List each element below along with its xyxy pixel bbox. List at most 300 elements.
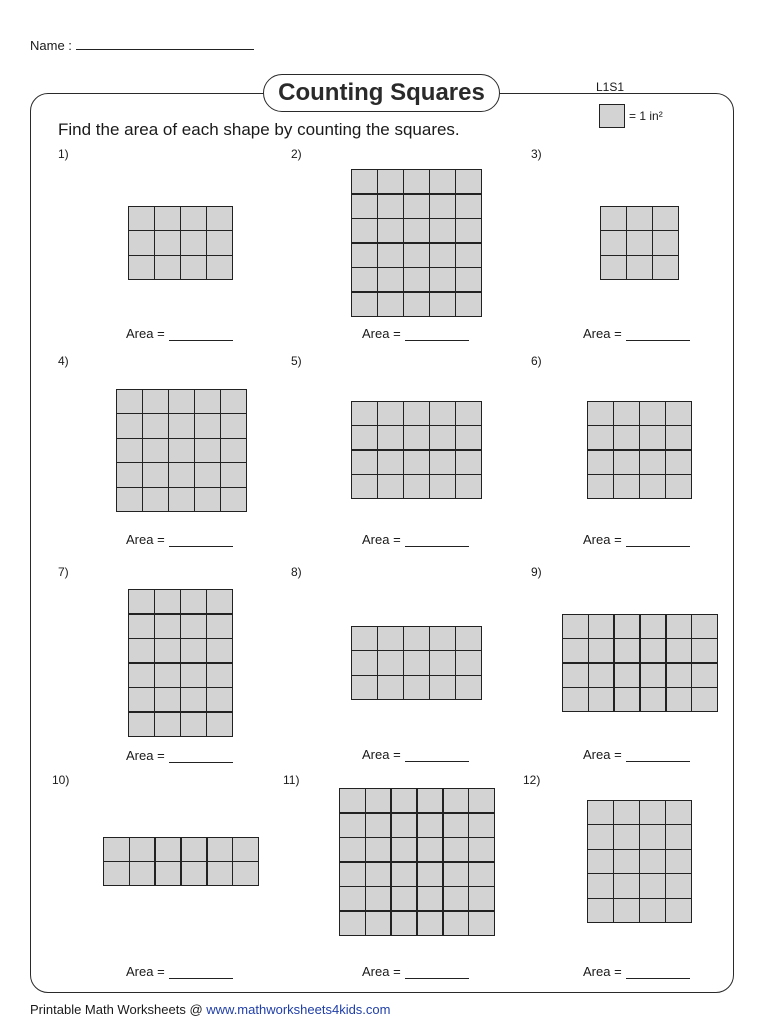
problem-3-grid [600, 206, 679, 280]
unit-square [588, 451, 613, 474]
unit-square [692, 615, 717, 638]
area-answer-blank[interactable] [626, 328, 690, 341]
problem-4-area [126, 532, 233, 547]
unit-square [588, 426, 613, 449]
problem-10-area [126, 964, 233, 979]
unit-square [615, 639, 640, 662]
unit-square [641, 688, 666, 711]
unit-square [207, 664, 232, 687]
unit-square [614, 874, 639, 897]
unit-square [614, 825, 639, 848]
unit-square [392, 912, 417, 935]
unit-square [589, 615, 614, 638]
unit-square [195, 488, 220, 511]
unit-square [233, 838, 258, 861]
area-answer-blank[interactable] [626, 534, 690, 547]
unit-square [392, 838, 417, 861]
unit-square [129, 639, 154, 662]
unit-square [129, 615, 154, 638]
unit-square [143, 439, 168, 462]
unit-square [653, 231, 678, 254]
instruction-text: Find the area of each shape by counting the squares. [58, 120, 460, 139]
unit-square [207, 615, 232, 638]
unit-square [155, 615, 180, 638]
problem-8-label: 8) [291, 565, 302, 579]
unit-square [627, 207, 652, 230]
unit-square [340, 838, 365, 861]
unit-square [456, 244, 481, 267]
unit-square [129, 207, 154, 230]
unit-square [129, 231, 154, 254]
unit-square [143, 390, 168, 413]
problem-1-label: 1) [58, 147, 69, 161]
problem-12-label: 12) [523, 773, 541, 787]
unit-square [418, 814, 443, 837]
unit-square [181, 207, 206, 230]
unit-square [181, 256, 206, 279]
unit-square [563, 615, 588, 638]
unit-square [169, 414, 194, 437]
unit-square [456, 651, 481, 674]
unit-square [404, 676, 429, 699]
unit-square [641, 639, 666, 662]
unit-square [404, 268, 429, 291]
unit-square [456, 402, 481, 425]
unit-square [588, 899, 613, 922]
unit-square [469, 789, 494, 812]
unit-square [456, 676, 481, 699]
problem-12-grid [587, 800, 692, 923]
unit-square [129, 664, 154, 687]
unit-square [588, 402, 613, 425]
unit-square [666, 475, 691, 498]
unit-square [221, 390, 246, 413]
unit-square [182, 838, 207, 861]
unit-square [430, 268, 455, 291]
unit-square [588, 475, 613, 498]
unit-legend [599, 104, 663, 128]
area-answer-blank[interactable] [169, 328, 233, 341]
problem-7-label: 7) [58, 565, 69, 579]
unit-square [156, 862, 181, 885]
unit-square [340, 912, 365, 935]
unit-square [469, 887, 494, 910]
unit-square [614, 899, 639, 922]
problem-2-grid [351, 169, 482, 317]
unit-square [666, 402, 691, 425]
unit-square [456, 170, 481, 193]
unit-square [640, 874, 665, 897]
unit-square [666, 850, 691, 873]
area-answer-blank[interactable] [405, 328, 469, 341]
unit-square [614, 402, 639, 425]
unit-square [404, 426, 429, 449]
unit-square [143, 488, 168, 511]
unit-square [378, 451, 403, 474]
unit-square [352, 426, 377, 449]
unit-square [667, 639, 692, 662]
unit-square [340, 814, 365, 837]
problem-5-label: 5) [291, 354, 302, 368]
unit-square [404, 451, 429, 474]
problem-8-grid [351, 626, 482, 700]
problem-11-grid [339, 788, 495, 936]
problem-9-label: 9) [531, 565, 542, 579]
problem-7-grid [128, 589, 233, 737]
unit-square [169, 390, 194, 413]
problem-3-label: 3) [531, 147, 542, 161]
unit-square [615, 664, 640, 687]
unit-square [666, 825, 691, 848]
unit-square [404, 293, 429, 316]
unit-square [430, 219, 455, 242]
unit-square [340, 887, 365, 910]
unit-square [352, 676, 377, 699]
unit-square [666, 874, 691, 897]
unit-square [155, 688, 180, 711]
unit-square [589, 664, 614, 687]
unit-square [378, 676, 403, 699]
unit-square [378, 293, 403, 316]
unit-square [143, 414, 168, 437]
unit-square [627, 231, 652, 254]
unit-square [469, 838, 494, 861]
unit-square [378, 651, 403, 674]
problem-9-grid [562, 614, 718, 712]
unit-square [692, 639, 717, 662]
problem-9-area [583, 747, 690, 762]
unit-square [169, 463, 194, 486]
unit-square [563, 664, 588, 687]
unit-square [640, 426, 665, 449]
unit-square [378, 219, 403, 242]
unit-square [392, 814, 417, 837]
unit-square [456, 451, 481, 474]
footer [30, 1002, 390, 1017]
unit-square [352, 268, 377, 291]
unit-square [195, 439, 220, 462]
unit-square [563, 639, 588, 662]
unit-square [104, 862, 129, 885]
problem-6-grid [587, 401, 692, 499]
unit-square [640, 825, 665, 848]
unit-square [366, 912, 391, 935]
unit-square [208, 862, 233, 885]
unit-square [469, 863, 494, 886]
unit-square [444, 838, 469, 861]
unit-square [615, 615, 640, 638]
unit-square [404, 170, 429, 193]
unit-square [666, 426, 691, 449]
unit-square [588, 874, 613, 897]
unit-square [181, 590, 206, 613]
unit-square [117, 439, 142, 462]
name-line[interactable] [76, 37, 254, 50]
unit-square [129, 590, 154, 613]
unit-square [404, 244, 429, 267]
unit-square [404, 475, 429, 498]
unit-square [340, 863, 365, 886]
unit-square [352, 244, 377, 267]
problem-5-grid [351, 401, 482, 499]
unit-square [588, 801, 613, 824]
unit-square [378, 426, 403, 449]
unit-square [181, 639, 206, 662]
unit-square [640, 899, 665, 922]
problem-4-grid [116, 389, 247, 512]
unit-square [640, 850, 665, 873]
unit-square [444, 789, 469, 812]
area-answer-blank[interactable] [169, 534, 233, 547]
unit-square [352, 451, 377, 474]
area-answer-blank[interactable] [626, 966, 690, 979]
unit-square [692, 688, 717, 711]
unit-square [366, 838, 391, 861]
unit-square [117, 488, 142, 511]
unit-square [207, 256, 232, 279]
unit-square [378, 170, 403, 193]
unit-square [169, 439, 194, 462]
unit-square [641, 615, 666, 638]
unit-square [130, 862, 155, 885]
unit-square [155, 256, 180, 279]
worksheet-code: L1S1 [596, 80, 625, 94]
unit-square [418, 912, 443, 935]
area-answer-blank[interactable] [405, 749, 469, 762]
unit-square [404, 651, 429, 674]
unit-square [352, 627, 377, 650]
unit-square [378, 475, 403, 498]
unit-square [181, 688, 206, 711]
unit-square [653, 256, 678, 279]
unit-square [589, 639, 614, 662]
unit-square [208, 838, 233, 861]
unit-square [169, 488, 194, 511]
unit-square [207, 639, 232, 662]
unit-square [404, 627, 429, 650]
area-label: Area = [126, 964, 165, 979]
unit-square [430, 170, 455, 193]
area-label: Area = [583, 532, 622, 547]
unit-square [640, 801, 665, 824]
unit-square [456, 475, 481, 498]
area-label: Area = [362, 532, 401, 547]
unit-square [207, 713, 232, 736]
unit-square [352, 402, 377, 425]
unit-square [444, 863, 469, 886]
unit-square [117, 390, 142, 413]
problem-11-area [362, 964, 469, 979]
unit-square [129, 713, 154, 736]
unit-square [430, 426, 455, 449]
unit-square [430, 475, 455, 498]
unit-square [640, 402, 665, 425]
unit-square [366, 863, 391, 886]
area-answer-blank[interactable] [169, 966, 233, 979]
unit-square [195, 414, 220, 437]
unit-square [155, 590, 180, 613]
unit-square [221, 439, 246, 462]
unit-square [588, 825, 613, 848]
unit-square [195, 390, 220, 413]
unit-square [456, 627, 481, 650]
unit-square [155, 713, 180, 736]
problem-1-area [126, 326, 233, 341]
unit-square [404, 402, 429, 425]
name-label: Name : [30, 38, 72, 53]
unit-square [667, 688, 692, 711]
name-row [30, 37, 254, 53]
unit-square [207, 231, 232, 254]
unit-square [588, 850, 613, 873]
unit-square [640, 451, 665, 474]
area-label: Area = [126, 532, 165, 547]
unit-square [666, 451, 691, 474]
unit-square [430, 627, 455, 650]
unit-square [366, 887, 391, 910]
unit-square [456, 293, 481, 316]
problem-6-label: 6) [531, 354, 542, 368]
unit-square [456, 219, 481, 242]
unit-square [418, 863, 443, 886]
unit-square [601, 231, 626, 254]
unit-square [614, 801, 639, 824]
unit-square [117, 414, 142, 437]
unit-square [615, 688, 640, 711]
unit-square [181, 713, 206, 736]
unit-square [366, 789, 391, 812]
unit-square [156, 838, 181, 861]
unit-square [614, 850, 639, 873]
unit-square [352, 170, 377, 193]
area-label: Area = [126, 748, 165, 763]
unit-square [589, 688, 614, 711]
unit-square [418, 838, 443, 861]
problem-10-grid [103, 837, 259, 886]
unit-square [221, 463, 246, 486]
unit-square [430, 651, 455, 674]
problem-10-label: 10) [52, 773, 70, 787]
unit-square [130, 838, 155, 861]
area-label: Area = [583, 747, 622, 762]
unit-square [469, 814, 494, 837]
unit-square [129, 256, 154, 279]
unit-square [143, 463, 168, 486]
unit-square [601, 256, 626, 279]
area-answer-blank[interactable] [626, 749, 690, 762]
unit-square [352, 293, 377, 316]
area-answer-blank[interactable] [405, 534, 469, 547]
problem-3-area [583, 326, 690, 341]
unit-square [667, 664, 692, 687]
unit-square [207, 688, 232, 711]
problem-11-label: 11) [283, 773, 300, 787]
unit-square [404, 219, 429, 242]
problem-12-area [583, 964, 690, 979]
unit-square [430, 244, 455, 267]
footer-prefix: Printable Math Worksheets @ [30, 1002, 207, 1017]
unit-square [418, 887, 443, 910]
area-answer-blank[interactable] [405, 966, 469, 979]
unit-square [129, 688, 154, 711]
unit-square [601, 207, 626, 230]
problem-5-area [362, 532, 469, 547]
unit-square [563, 688, 588, 711]
unit-square [392, 789, 417, 812]
unit-square [207, 590, 232, 613]
unit-square [404, 195, 429, 218]
footer-link[interactable]: www.mathworksheets4kids.com [206, 1002, 391, 1017]
area-label: Area = [583, 964, 622, 979]
problem-7-area [126, 748, 233, 763]
problem-1-grid [128, 206, 233, 280]
unit-square [352, 475, 377, 498]
unit-square [627, 256, 652, 279]
unit-square [430, 402, 455, 425]
unit-square [641, 664, 666, 687]
unit-square-icon [599, 104, 625, 128]
unit-square [352, 195, 377, 218]
unit-square [340, 789, 365, 812]
worksheet-title: Counting Squares [263, 74, 500, 112]
unit-square [456, 195, 481, 218]
unit-square [444, 887, 469, 910]
unit-square [614, 475, 639, 498]
unit-square [456, 268, 481, 291]
unit-square [666, 899, 691, 922]
unit-square [392, 863, 417, 886]
unit-square [117, 463, 142, 486]
unit-square [195, 463, 220, 486]
unit-square [430, 451, 455, 474]
unit-square [181, 615, 206, 638]
unit-square [207, 207, 232, 230]
unit-square [181, 664, 206, 687]
unit-square [469, 912, 494, 935]
unit-square [221, 414, 246, 437]
unit-square [155, 639, 180, 662]
unit-square [392, 887, 417, 910]
unit-square [430, 195, 455, 218]
unit-square [378, 244, 403, 267]
area-label: Area = [126, 326, 165, 341]
unit-square [378, 195, 403, 218]
unit-square [352, 219, 377, 242]
unit-square [352, 651, 377, 674]
unit-square [221, 488, 246, 511]
unit-square [667, 615, 692, 638]
unit-square [653, 207, 678, 230]
unit-square [430, 676, 455, 699]
problem-8-area [362, 747, 469, 762]
unit-square [233, 862, 258, 885]
unit-square [418, 789, 443, 812]
unit-square [155, 207, 180, 230]
unit-square [640, 475, 665, 498]
unit-square [155, 664, 180, 687]
area-label: Area = [362, 964, 401, 979]
unit-square [378, 402, 403, 425]
unit-square [378, 627, 403, 650]
unit-square [666, 801, 691, 824]
area-label: Area = [362, 747, 401, 762]
unit-square [104, 838, 129, 861]
unit-label: = 1 in² [629, 109, 663, 123]
unit-square [692, 664, 717, 687]
area-label: Area = [583, 326, 622, 341]
area-answer-blank[interactable] [169, 750, 233, 763]
unit-square [614, 426, 639, 449]
